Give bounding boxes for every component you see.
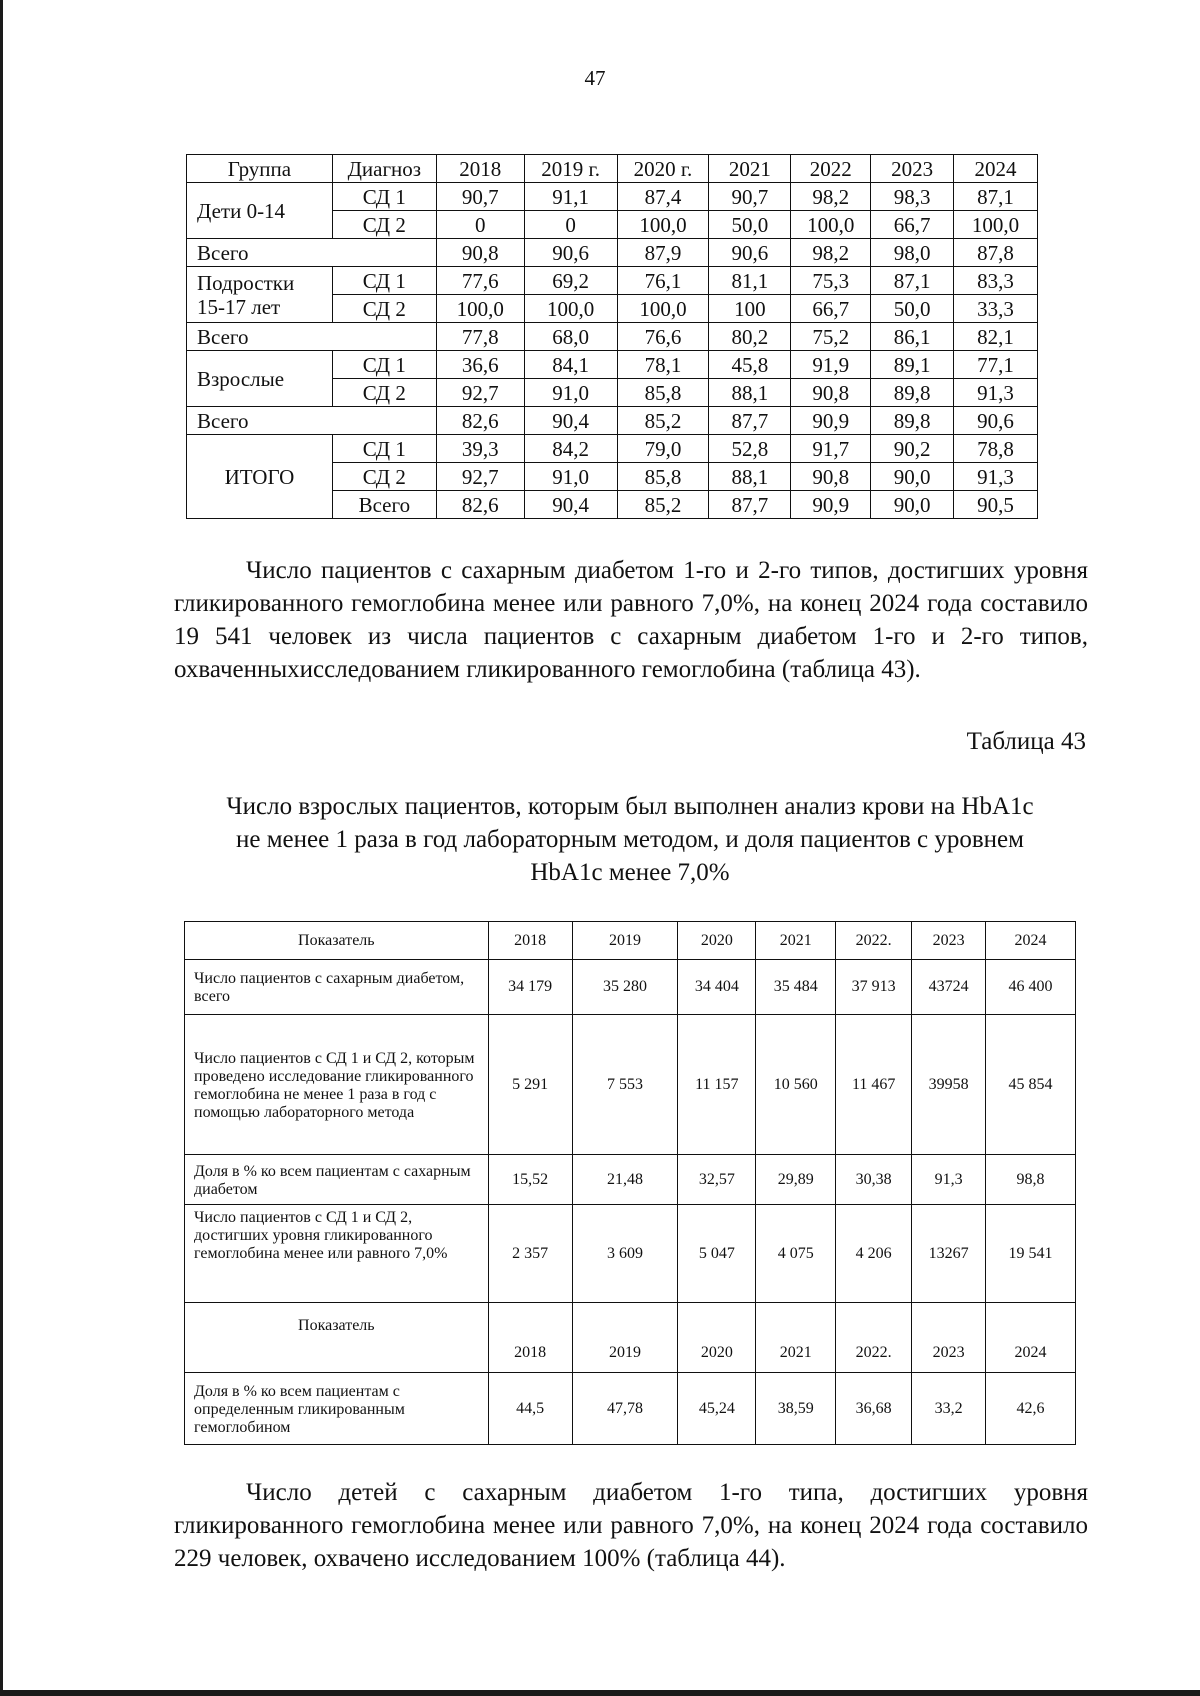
total-label-cell: Всего xyxy=(332,491,436,519)
value-cell: 80,2 xyxy=(709,323,791,351)
header-cell: Группа xyxy=(187,155,333,183)
header-cell: Показатель xyxy=(185,922,489,960)
value-cell: 85,8 xyxy=(617,463,709,491)
value-cell: 90,5 xyxy=(954,491,1038,519)
value-cell: 89,1 xyxy=(871,351,954,379)
value-cell: 45 854 xyxy=(986,1015,1076,1155)
row-label-cell: Число пациентов с СД 1 и СД 2, достигших уровня гликированного гемоглобина менее или равного 7,0% xyxy=(185,1205,489,1303)
header-cell: 2022 xyxy=(791,155,871,183)
value-cell: 36,6 xyxy=(436,351,524,379)
value-cell: 90,0 xyxy=(871,491,954,519)
value-cell: 91,7 xyxy=(791,435,871,463)
value-cell: 91,3 xyxy=(954,463,1038,491)
header-cell: 2021 xyxy=(709,155,791,183)
table-row xyxy=(185,1373,1076,1445)
value-cell: 42,6 xyxy=(986,1373,1076,1445)
value-cell: 100,0 xyxy=(954,211,1038,239)
value-cell: 90,4 xyxy=(524,491,617,519)
value-cell: 39958 xyxy=(912,1015,986,1155)
value-cell: 47,78 xyxy=(572,1373,678,1445)
value-cell: 87,8 xyxy=(954,239,1038,267)
header-cell: 2021 xyxy=(756,922,836,960)
value-cell: 90,7 xyxy=(709,183,791,211)
value-cell: 52,8 xyxy=(709,435,791,463)
value-cell: 50,0 xyxy=(709,211,791,239)
value-cell: 33,3 xyxy=(954,295,1038,323)
value-cell: 29,89 xyxy=(756,1155,836,1205)
group-cell: Взрослые xyxy=(187,351,333,407)
value-cell: 88,1 xyxy=(709,463,791,491)
value-cell: 38,59 xyxy=(756,1373,836,1445)
value-cell: 34 179 xyxy=(488,960,572,1015)
value-cell: 13267 xyxy=(912,1205,986,1303)
value-cell: 88,1 xyxy=(709,379,791,407)
paragraph-text: Число пациентов с сахарным диабетом 1-го и 2-го типов, достигших уровня гликированного гемоглобина менее или равного 7,0%, на конец 2024 года составило 19 541 человек из числа пациентов с сахарным диабетом 1-го и 2-го типов, охваченныхисследованием гликированного гемоглобина (таблица 43). xyxy=(174,557,1088,683)
value-cell: 87,7 xyxy=(709,407,791,435)
value-cell: 98,2 xyxy=(791,239,871,267)
value-cell: 33,2 xyxy=(912,1373,986,1445)
header-cell: 2018 xyxy=(488,1303,572,1373)
value-cell: 98,0 xyxy=(871,239,954,267)
value-cell: 35 280 xyxy=(572,960,678,1015)
header-cell: 2024 xyxy=(986,1303,1076,1373)
row-label-cell: Доля в % ко всем пациентам с сахарным диабетом xyxy=(185,1155,489,1205)
table-repeat-header-row xyxy=(185,1303,1076,1373)
total-label-cell: Всего xyxy=(187,323,437,351)
header-cell: 2018 xyxy=(436,155,524,183)
value-cell: 91,3 xyxy=(954,379,1038,407)
diagnosis-cell: СД 2 xyxy=(332,463,436,491)
diagnosis-cell: СД 1 xyxy=(332,183,436,211)
value-cell: 87,1 xyxy=(871,267,954,295)
header-cell: 2020 xyxy=(678,922,756,960)
header-cell: 2022. xyxy=(836,1303,912,1373)
group-label-line: Подростки xyxy=(197,270,295,295)
header-cell: 2019 г. xyxy=(524,155,617,183)
value-cell: 7 553 xyxy=(572,1015,678,1155)
table-title-line: HbA1c менее 7,0% xyxy=(530,859,730,886)
header-cell: 2022. xyxy=(836,922,912,960)
value-cell: 84,1 xyxy=(524,351,617,379)
value-cell: 0 xyxy=(524,211,617,239)
value-cell: 100,0 xyxy=(524,295,617,323)
value-cell: 90,4 xyxy=(524,407,617,435)
header-cell: Показатель xyxy=(185,1303,489,1373)
value-cell: 66,7 xyxy=(871,211,954,239)
value-cell: 2 357 xyxy=(488,1205,572,1303)
table-title-line: Число взрослых пациентов, которым был выполнен анализ крови на HbA1c xyxy=(226,793,1034,820)
value-cell: 44,5 xyxy=(488,1373,572,1445)
value-cell: 85,8 xyxy=(617,379,709,407)
value-cell: 98,8 xyxy=(986,1155,1076,1205)
value-cell: 11 157 xyxy=(678,1015,756,1155)
value-cell: 76,6 xyxy=(617,323,709,351)
row-label-cell: Число пациентов с СД 1 и СД 2, которым проведено исследование гликированного гемоглобина не менее 1 раза в год с помощью лабораторного метода xyxy=(185,1015,489,1155)
table-hba1c-by-group xyxy=(186,154,1038,519)
value-cell: 4 075 xyxy=(756,1205,836,1303)
table-row-total xyxy=(187,323,1038,351)
value-cell: 45,24 xyxy=(678,1373,756,1445)
table-row xyxy=(185,1015,1076,1155)
header-cell: 2019 xyxy=(572,1303,678,1373)
value-cell: 98,3 xyxy=(871,183,954,211)
value-cell: 30,38 xyxy=(836,1155,912,1205)
total-label-cell: Всего xyxy=(187,239,437,267)
table-43 xyxy=(184,921,1076,1445)
value-cell: 100,0 xyxy=(617,295,709,323)
header-cell: 2023 xyxy=(912,922,986,960)
value-cell: 85,2 xyxy=(617,491,709,519)
value-cell: 100,0 xyxy=(436,295,524,323)
value-cell: 81,1 xyxy=(709,267,791,295)
value-cell: 100,0 xyxy=(617,211,709,239)
group-cell xyxy=(187,267,333,323)
diagnosis-cell: СД 1 xyxy=(332,267,436,295)
value-cell: 84,2 xyxy=(524,435,617,463)
paragraph-hba1c-children xyxy=(174,1476,1088,1575)
value-cell: 39,3 xyxy=(436,435,524,463)
value-cell: 43724 xyxy=(912,960,986,1015)
value-cell: 91,0 xyxy=(524,463,617,491)
table-row xyxy=(187,267,1038,295)
value-cell: 90,8 xyxy=(791,463,871,491)
value-cell: 82,1 xyxy=(954,323,1038,351)
group-cell: ИТОГО xyxy=(187,435,333,519)
table-header-row xyxy=(187,155,1038,183)
value-cell: 82,6 xyxy=(436,407,524,435)
header-cell: 2023 xyxy=(871,155,954,183)
scan-edge-bottom xyxy=(0,1690,1200,1696)
row-label-cell: Число пациентов с сахарным диабетом, всего xyxy=(185,960,489,1015)
value-cell: 90,6 xyxy=(954,407,1038,435)
diagnosis-cell: СД 2 xyxy=(332,211,436,239)
value-cell: 76,1 xyxy=(617,267,709,295)
header-cell: 2023 xyxy=(912,1303,986,1373)
table-row xyxy=(185,1205,1076,1303)
value-cell: 69,2 xyxy=(524,267,617,295)
scan-edge-left xyxy=(0,0,3,1696)
value-cell: 77,6 xyxy=(436,267,524,295)
header-cell: 2021 xyxy=(756,1303,836,1373)
value-cell: 90,9 xyxy=(791,491,871,519)
diagnosis-cell: СД 2 xyxy=(332,379,436,407)
table-row-total xyxy=(187,239,1038,267)
table-label: Таблица 43 xyxy=(966,728,1086,755)
value-cell: 21,48 xyxy=(572,1155,678,1205)
diagnosis-cell: СД 1 xyxy=(332,435,436,463)
value-cell: 34 404 xyxy=(678,960,756,1015)
value-cell: 15,52 xyxy=(488,1155,572,1205)
value-cell: 91,9 xyxy=(791,351,871,379)
value-cell: 78,8 xyxy=(954,435,1038,463)
value-cell: 82,6 xyxy=(436,491,524,519)
value-cell: 4 206 xyxy=(836,1205,912,1303)
value-cell: 77,1 xyxy=(954,351,1038,379)
value-cell: 11 467 xyxy=(836,1015,912,1155)
row-label-cell: Доля в % ко всем пациентам с определенным гликированным гемоглобином xyxy=(185,1373,489,1445)
value-cell: 3 609 xyxy=(572,1205,678,1303)
table-row xyxy=(187,183,1038,211)
value-cell: 85,2 xyxy=(617,407,709,435)
value-cell: 5 047 xyxy=(678,1205,756,1303)
value-cell: 86,1 xyxy=(871,323,954,351)
value-cell: 87,4 xyxy=(617,183,709,211)
paragraph-hba1c-adults xyxy=(174,554,1088,686)
group-label-line: 15-17 лет xyxy=(197,294,281,319)
value-cell: 92,7 xyxy=(436,463,524,491)
value-cell: 92,7 xyxy=(436,379,524,407)
header-cell: 2018 xyxy=(488,922,572,960)
value-cell: 90,2 xyxy=(871,435,954,463)
value-cell: 77,8 xyxy=(436,323,524,351)
value-cell: 89,8 xyxy=(871,407,954,435)
value-cell: 0 xyxy=(436,211,524,239)
value-cell: 66,7 xyxy=(791,295,871,323)
table-title-line: не менее 1 раза в год лабораторным методом, и доля пациентов с уровнем xyxy=(236,826,1024,853)
value-cell: 91,0 xyxy=(524,379,617,407)
value-cell: 91,1 xyxy=(524,183,617,211)
table-row xyxy=(185,960,1076,1015)
table-row xyxy=(187,351,1038,379)
value-cell: 36,68 xyxy=(836,1373,912,1445)
header-cell: 2020 xyxy=(678,1303,756,1373)
value-cell: 90,7 xyxy=(436,183,524,211)
table-row-total xyxy=(187,407,1038,435)
value-cell: 19 541 xyxy=(986,1205,1076,1303)
paragraph-text: Число детей с сахарным диабетом 1-го типа, достигших уровня гликированного гемоглобина менее или равного 7,0%, на конец 2024 года составило 229 человек, охвачено исследованием 100% (таблица 44). xyxy=(174,1479,1088,1572)
value-cell: 87,9 xyxy=(617,239,709,267)
header-cell: Диагноз xyxy=(332,155,436,183)
header-cell: 2024 xyxy=(986,922,1076,960)
value-cell: 87,1 xyxy=(954,183,1038,211)
value-cell: 91,3 xyxy=(912,1155,986,1205)
value-cell: 75,3 xyxy=(791,267,871,295)
table-row xyxy=(185,1155,1076,1205)
table-header-row xyxy=(185,922,1076,960)
value-cell: 35 484 xyxy=(756,960,836,1015)
value-cell: 90,9 xyxy=(791,407,871,435)
table-title xyxy=(160,790,1100,889)
header-cell: 2020 г. xyxy=(617,155,709,183)
value-cell: 5 291 xyxy=(488,1015,572,1155)
value-cell: 89,8 xyxy=(871,379,954,407)
value-cell: 100,0 xyxy=(791,211,871,239)
value-cell: 32,57 xyxy=(678,1155,756,1205)
group-cell: Дети 0-14 xyxy=(187,183,333,239)
value-cell: 37 913 xyxy=(836,960,912,1015)
table-row xyxy=(187,435,1038,463)
value-cell: 90,6 xyxy=(709,239,791,267)
value-cell: 90,6 xyxy=(524,239,617,267)
value-cell: 68,0 xyxy=(524,323,617,351)
value-cell: 50,0 xyxy=(871,295,954,323)
value-cell: 10 560 xyxy=(756,1015,836,1155)
total-label-cell: Всего xyxy=(187,407,437,435)
value-cell: 75,2 xyxy=(791,323,871,351)
value-cell: 78,1 xyxy=(617,351,709,379)
diagnosis-cell: СД 1 xyxy=(332,351,436,379)
header-cell: 2024 xyxy=(954,155,1038,183)
value-cell: 79,0 xyxy=(617,435,709,463)
value-cell: 45,8 xyxy=(709,351,791,379)
page-number: 47 xyxy=(584,66,606,90)
value-cell: 90,0 xyxy=(871,463,954,491)
value-cell: 90,8 xyxy=(436,239,524,267)
diagnosis-cell: СД 2 xyxy=(332,295,436,323)
value-cell: 46 400 xyxy=(986,960,1076,1015)
header-cell: 2019 xyxy=(572,922,678,960)
value-cell: 100 xyxy=(709,295,791,323)
value-cell: 98,2 xyxy=(791,183,871,211)
value-cell: 83,3 xyxy=(954,267,1038,295)
value-cell: 90,8 xyxy=(791,379,871,407)
value-cell: 87,7 xyxy=(709,491,791,519)
